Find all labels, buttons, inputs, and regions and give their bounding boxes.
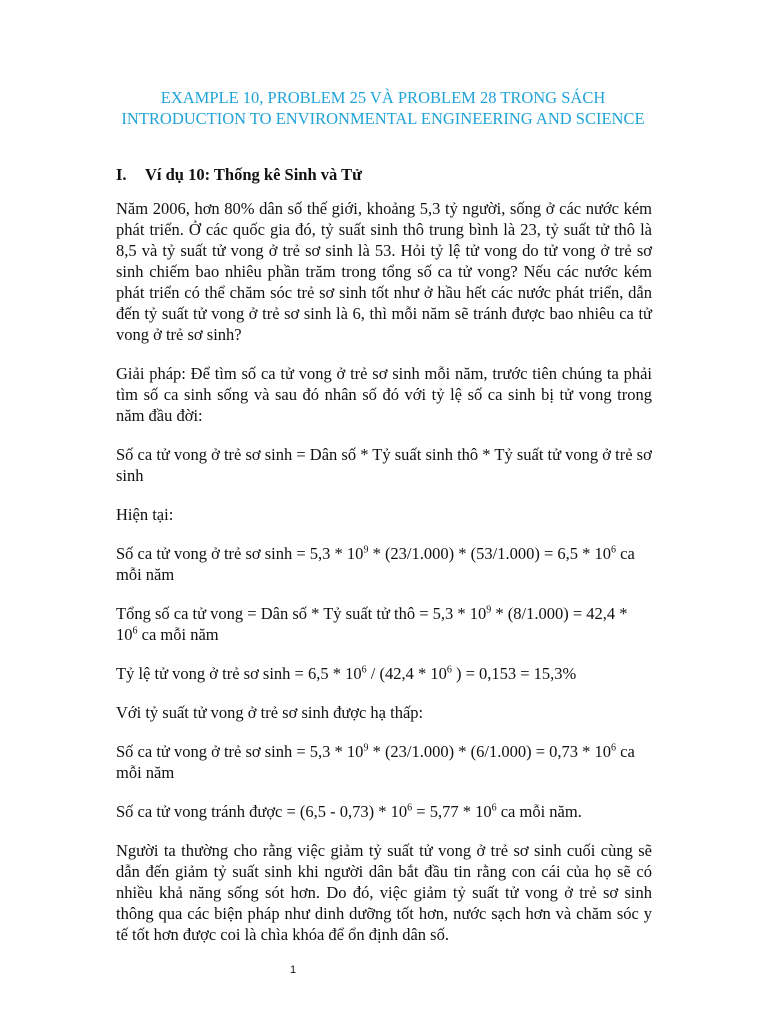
equation-infant-deaths: Số ca tử vong ở trẻ sơ $\sinh = 5,3 * 10^9 * (23/1.000) * (53/1.000) = 6,5 * 10^6$ ca mỗi năm — [116, 544, 635, 584]
equation-total-deaths: Tổng số ca tử vong = Dân số * Tỷ suất tử thô = $5,3 * 10^9 * (8/1.000) = 42,4 * 10^6$ ca mỗi năm — [116, 604, 628, 644]
equation-avoided-deaths: Số ca tử vong tránh được = $(6,5 - 0,73) * 10^6 = 5,77 * 10^6$ ca mỗi năm. — [116, 802, 582, 821]
section-title: Ví dụ 10: Thống kê Sinh và Tử — [145, 165, 363, 184]
section-heading — [116, 164, 362, 185]
conclusion-paragraph: Người ta thường cho rằng việc giảm tỷ suất tử vong ở trẻ sơ sinh cuối cùng sẽ dẫn đến giảm tỷ suất sinh khi người dân bắt đầu tin rằng con cái của họ sẽ có nhiều khả năng sống sót hơn. Do đó, việc giảm tỷ suất tử vong ở trẻ sơ sinh thông qua các biện pháp như dinh dưỡng tốt hơn, nước sạch hơn và chăm sóc y tế tốt hơn được coi là chìa khóa để ổn định dân số. — [116, 841, 652, 944]
equation-infant-ratio: Tỷ lệ tử vong ở trẻ sơ $\sinh = 6,5 * 10^6 / (42,4 * 10^6$ ) = 0,153 = 15,3% — [116, 664, 577, 683]
document-title: EXAMPLE 10, PROBLEM 25 VÀ PROBLEM 28 TRONG SÁCH INTRODUCTION TO ENVIRONMENTAL ENGINEERING AND SCIENCE — [121, 88, 645, 128]
equation-reduced-deaths: Số ca tử vong ở trẻ sơ $\sinh = 5,3 * 10^9 * (23/1.000) * (6/1.000) = 0,73 * 10^6$ ca mỗi năm — [116, 742, 635, 782]
solution-intro-paragraph: Giải pháp: Để tìm số ca tử vong ở trẻ sơ sinh mỗi năm, trước tiên chúng ta phải tìm số ca sinh sống và sau đó nhân số đó với tỷ lệ số ca sinh bị tử vong trong năm đầu đời: — [116, 364, 652, 425]
current-label: Hiện tại: — [116, 505, 174, 524]
document-body — [116, 198, 652, 963]
formula-paragraph: Số ca tử vong ở trẻ sơ sinh = Dân số * Tỷ suất sinh thô * Tỷ suất tử vong ở trẻ sơ sinh — [116, 445, 652, 485]
page-number: 1 — [289, 964, 297, 976]
lower-rate-label: Với tỷ suất tử vong ở trẻ sơ sinh được hạ thấp: — [116, 703, 424, 722]
problem-paragraph: Năm 2006, hơn 80% dân số thế giới, khoảng 5,3 tỷ người, sống ở các nước kém phát triển. Ở các quốc gia đó, tỷ suất sinh thô trung bình là 23, tỷ suất tử thô là 8,5 và tỷ suất tử vong ở trẻ sơ sinh là 53. Hỏi tỷ lệ tử vong do tử vong ở trẻ sơ sinh chiếm bao nhiêu phần trăm trong tổng số ca tử vong? Nếu các nước kém phát triển có thể chăm sóc trẻ sơ sinh tốt như ở hầu hết các nước phát triển, dẫn đến tỷ suất tử vong ở trẻ sơ sinh là 6, thì mỗi năm sẽ tránh được bao nhiêu ca tử vong ở trẻ sơ sinh? — [116, 199, 652, 344]
section-number: I. — [116, 165, 127, 184]
